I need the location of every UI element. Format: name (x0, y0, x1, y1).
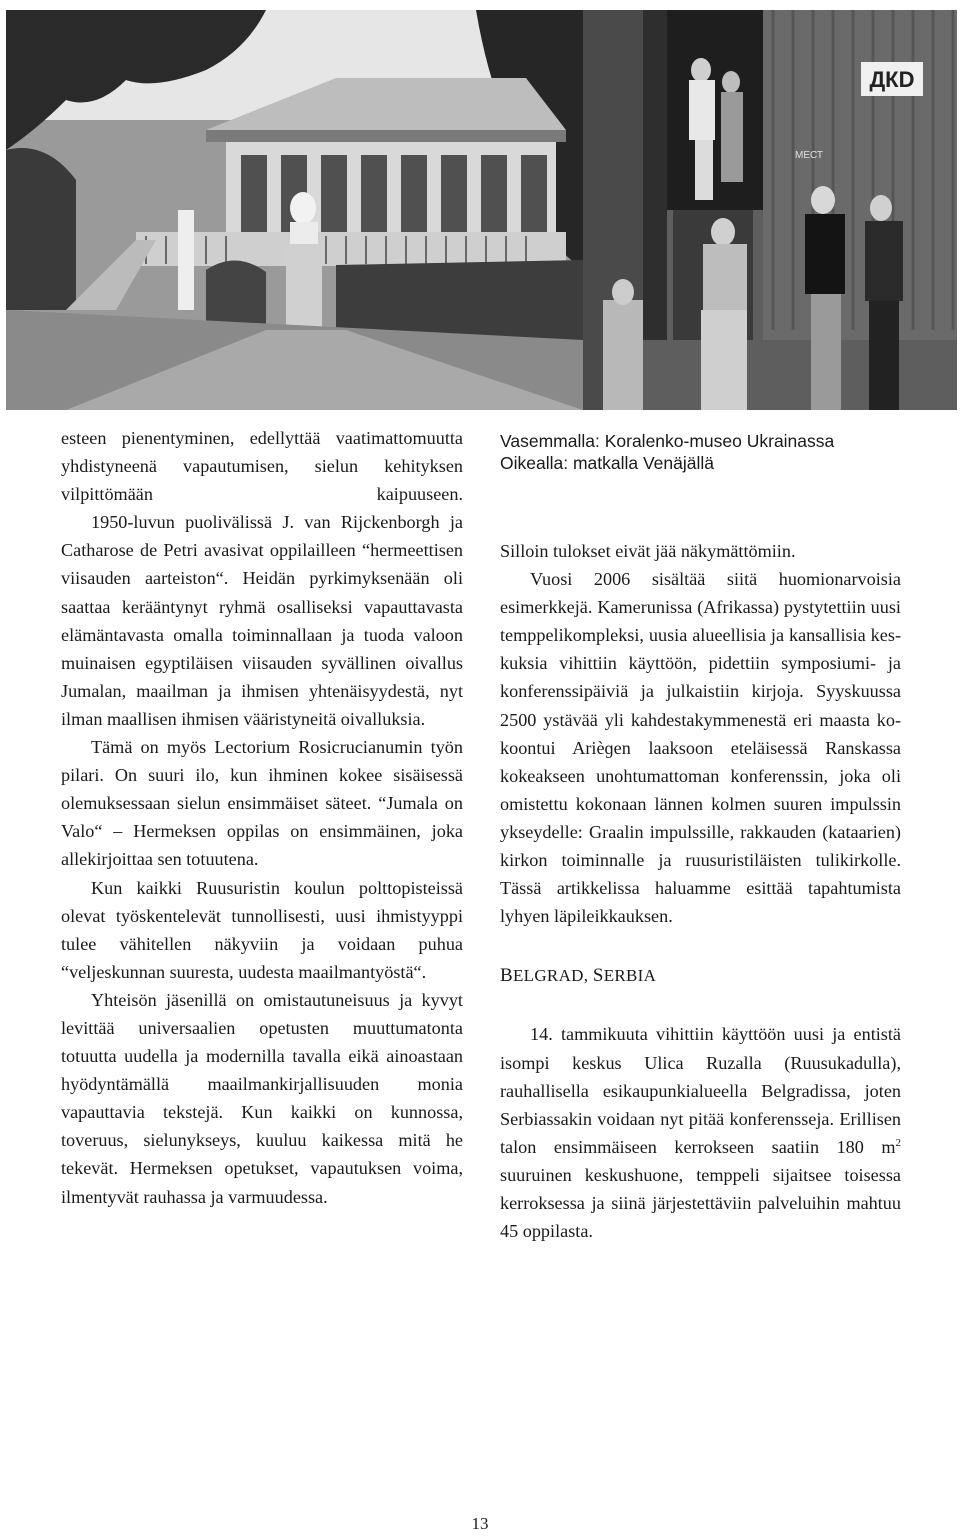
train-plate-text: МЕСТ (795, 150, 823, 161)
photo-caption (500, 430, 901, 474)
paragraph-belgrad-center: 14. tammikuuta vihittiin käyttöön uusi ja entistä isompi keskus Ulica Ruzalla (Ruusukadulla), rauhallisella esikaupunkialueella Belgradissa, joten Serbiassakin voidaan nyt pitää konferensseja. Erillisen talon ensimmäiseen kerrokseen saatiin 180 $m^2$ suuruinen keskushuone, temppeli sijaitsee toisessa kerroksessa ja siinä järjestettäviin palveluihin mahtuu 45 oppilasta. (500, 1024, 901, 1242)
paragraph-vuosi-2006: Vuosi 2006 sisältää siitä huomionarvoisia esimerkkejä. Kamerunissa (Afrikassa) pystytettiin uusi temppelikompleksi, uusia alueellisia ja kansallisia keskuksia vihittiin käyttöön, pidettiin symposiumi- ja konferenssipäiviä ja julkaistiin kirjoja. Syyskuussa 2500 ystävää yli kahdestakymmenestä eri maasta kokoontui Arièɡen laaksoon eteläisessä Ranskassa kokeakseen unohtumattoman konferenssin, joka oli omistettu kokonaan lännen kolmen suuren impulssin ykseydelle: Graalin impulssille, rakkauden (kataarien) kirkon toiminnalle ja ruusuristiläisten tulikirkolle. Tässä artikkelissa haluamme esittää tapahtumista lyhyen läpileikkauksen. (500, 569, 901, 927)
photo-train-russia (583, 10, 957, 410)
paragraph-ruusuristi: Kun kaikki Ruusuristin koulun polttopisteissä olevat työskentelevät tunnollisesti, uusi ihmistyyppi tulee vähitellen näkyviin ja voidaan puhua “veljeskunnan suuresta, uudesta maailmantyöstä“. (61, 877, 463, 982)
photo-koralenko-museum (6, 10, 583, 410)
page-number: 13 (471, 1514, 489, 1533)
paragraph-continuation: esteen pienentyminen, edellyttää vaatimattomuutta yhdistyneenä vapautumisen, sielun kehityksen vilpittömään kaipuuseen. (61, 428, 463, 505)
train-logo-text: ДКD (869, 67, 915, 92)
left-text-column (61, 424, 463, 1211)
paragraph-rijckenborgh: 1950-luvun puolivälissä J. van Rijckenborgh ja Catharose de Petri avasivat oppilailleen “hermeettisen viisauden aarteiston“. Heidän pyrkimyksenään oli saattaa kerääntynyt ryhmä osalliseksi vapauttavasta elämäntavasta omalla toiminnallaan ja tuoda valoon muinaisen egyptiläisen viisauden syvällinen oivallus Jumalan, maailman ja ihmisen yhtenäisyydestä, nyt ilman maallisen ihmisen vääristyneitä oivalluksia. (61, 512, 463, 729)
paragraph-lectorium: Tämä on myös Lectorium Rosicrucianumin työn pilari. On suuri ilo, kun ihminen kokee sisäisessä olemuksessaan sielun ensimmäiset säteet. “Jumala on Valo“ – Hermeksen oppilas on ensimmäinen, joka allekirjoittaa sen totuutena. (61, 737, 463, 870)
paragraph-silloin: Silloin tulokset eivät jää näkymättömiin. (500, 541, 796, 561)
paragraph-yhteiso: Yhteisön jäsenillä on omistautuneisuus ja kyvyt levittää universaalien opetusten muuttumatonta totuutta uudella ja modernilla tavalla eikä ainoastaan hyödyntämällä maailmankirjallisuuden monia vapauttavia tekstejä. Kun kaikki on kunnossa, toveruus, sielunykseys, kuuluu kaikessa mitä he tekevät. Hermeksen opetukset, vapautuksen voima, ilmentyvät rauhassa ja varmuudessa. (61, 989, 463, 1207)
museum-photo-illustration (6, 10, 583, 410)
train-photo-illustration (583, 10, 957, 410)
section-heading-belgrad: BELGRAD, SERBIA (500, 965, 657, 987)
right-text-column (500, 424, 901, 1245)
caption-line-right: Oikealla: matkalla Venäjällä (500, 453, 715, 473)
caption-line-left: Vasemmalla: Koralenko-museo Ukrainassa (500, 431, 835, 451)
